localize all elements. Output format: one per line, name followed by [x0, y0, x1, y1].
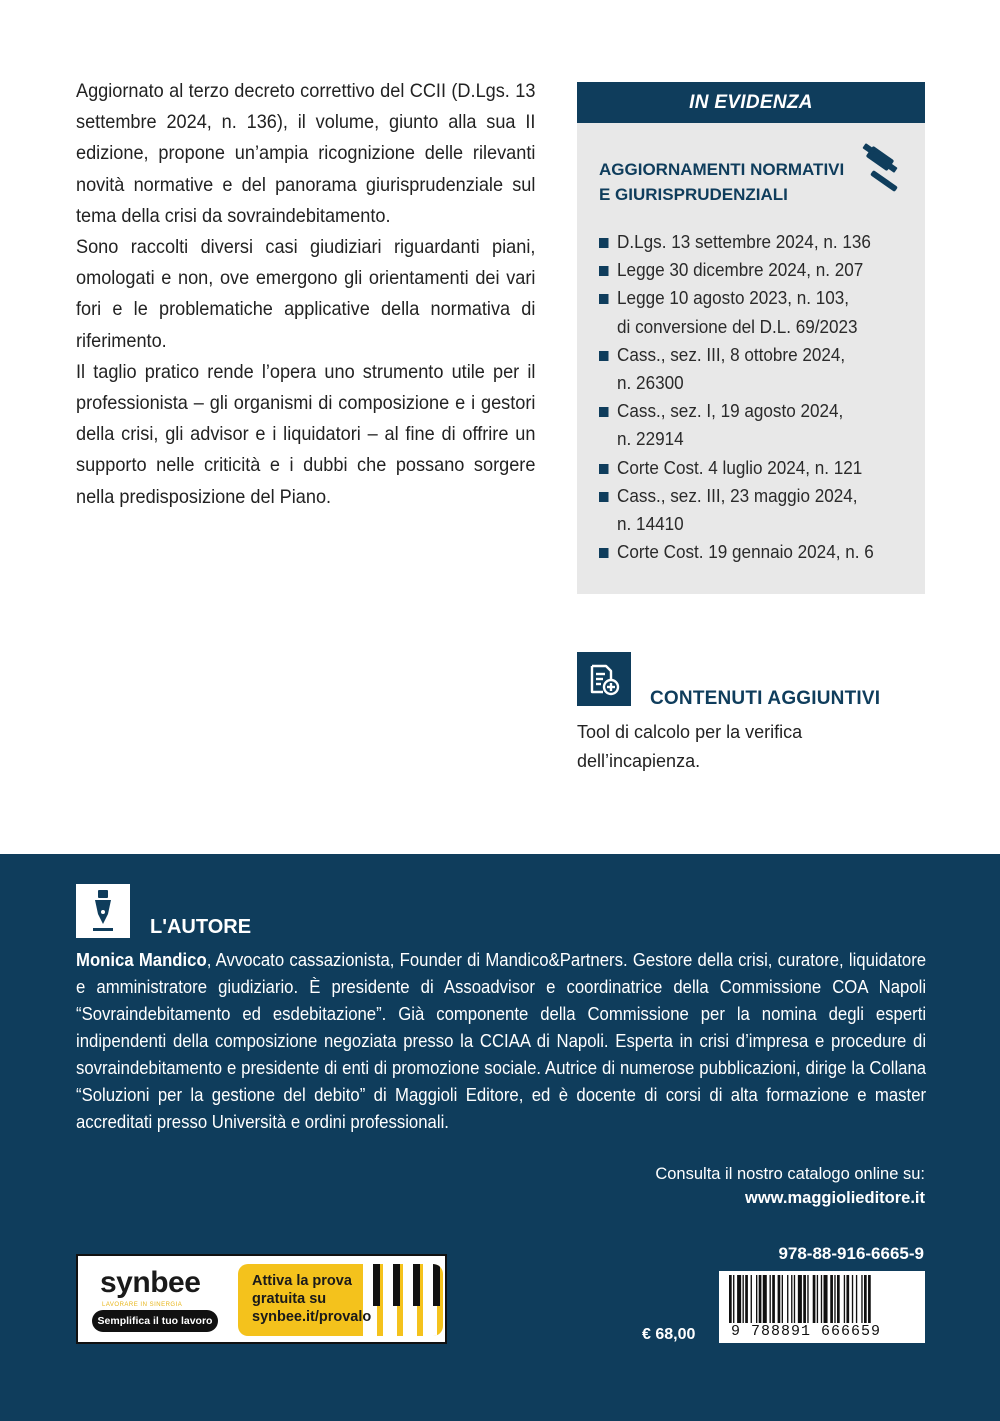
in-evidenza-title	[599, 157, 859, 207]
intro-paragraph: Aggiornato al terzo decreto correttivo del CCII (D.Lgs. 13 settembre 2024, n. 136), il volume, giunto alla sua II edizione, propone un’ampia ricognizione delle rilevanti novità normative e del panorama giurisprudenziale sul tema della crisi da sovraindebitamento.	[76, 80, 536, 227]
barcode-digits: 9 788891 666659	[731, 1323, 882, 1340]
barcode-bar	[733, 1275, 734, 1323]
barcode-bars	[719, 1271, 925, 1325]
list-item: Cass., sez. III, 23 maggio 2024, n. 14410	[599, 482, 903, 538]
barcode-bar	[794, 1275, 795, 1323]
list-item: D.Lgs. 13 settembre 2024, n. 136	[599, 228, 903, 256]
author-name: Monica Mandico	[76, 950, 207, 970]
barcode-bar	[737, 1275, 741, 1323]
in-evidenza-title-line: AGGIORNAMENTI NORMATIVI	[599, 160, 845, 179]
barcode-bar	[787, 1275, 788, 1323]
barcode-bar	[861, 1275, 862, 1323]
list-item: Corte Cost. 19 gennaio 2024, n. 6	[599, 538, 903, 566]
barcode-bar	[856, 1275, 857, 1323]
barcode-bar	[770, 1275, 771, 1323]
author-bio: Monica Mandico, Avvocato cassazionista, Founder di Mandico&Partners. Gestore della crisi, curatore, liquidatore e amministratore giudiziario. È presidente di Assoadvisor e coordinatrice della Commissione COA Napoli “Sovraindebitamento ed esdebitazione”. Già componente della Commissione per la nomina degli esperti indipendenti della composizione negoziata presso la CCIAA di Napoli. Esperta in crisi d’impresa e procedure di sovraindebitamento e presidente di enti di promozione sociale. Autrice di numerose pubblicazioni, dirige la Collana “Soluzioni per la gestione del debito” di Maggioli Editore, ed è docente di corsi di alta formazione e master accreditati presso Università e ordini professionali.	[76, 950, 927, 1132]
synbee-cta: Attiva la prova gratuita su synbee.it/provalo	[252, 1273, 372, 1325]
website-link[interactable]: www.maggiolieditore.it	[745, 1189, 925, 1207]
barcode	[719, 1271, 925, 1343]
barcode-bar	[751, 1275, 752, 1323]
price: € 68,00	[642, 1326, 696, 1343]
barcode-bar	[834, 1275, 835, 1323]
list-item: Legge 10 agosto 2023, n. 103, di conversione del D.L. 69/2023	[599, 284, 903, 340]
barcode-bar	[798, 1275, 802, 1323]
barcode-bar	[772, 1275, 775, 1323]
contenuti-aggiuntivi-text: Tool di calcolo per la verifica dell’incapienza.	[577, 722, 803, 771]
barcode-bar	[837, 1275, 840, 1323]
synbee-logo: synbee	[100, 1266, 201, 1299]
barcode-bar	[864, 1275, 867, 1323]
barcode-bar	[817, 1275, 818, 1323]
barcode-bar	[791, 1275, 792, 1323]
intro-paragraph: Il taglio pratico rende l’opera uno strumento utile per il professionista – gli organismi di composizione e i gestori della crisi, gli advisor e i liquidatori – al fine di offrire un supporto nelle criticità e i dubbi che possano sorgere nella predisposizione del Piano.	[76, 360, 536, 508]
barcode-bar	[846, 1275, 849, 1323]
synbee-cta-box[interactable]	[238, 1264, 443, 1336]
synbee-brand	[78, 1256, 228, 1342]
barcode-bar	[821, 1275, 822, 1323]
synbee-button[interactable]: Semplifica il tuo lavoro	[92, 1310, 218, 1332]
catalog-info: Consulta il nostro catalogo online su: www.maggiolieditore.it	[655, 1162, 925, 1210]
in-evidenza-panel	[577, 82, 925, 594]
intro-text	[76, 76, 535, 513]
barcode-bar	[803, 1275, 806, 1323]
barcode-bar	[745, 1275, 748, 1323]
barcode-bar	[756, 1275, 757, 1323]
list-item: Legge 30 dicembre 2024, n. 207	[599, 256, 903, 284]
barcode-bar	[729, 1275, 732, 1323]
intro-paragraph: Sono raccolti diversi casi giudiziari riguardanti piani, omologati e non, ove emergono gli orientamenti dei vari fori e le problematiche applicative della normativa di riferimento.	[76, 236, 536, 352]
barcode-bar	[759, 1275, 762, 1323]
document-plus-icon	[577, 652, 631, 706]
barcode-bar	[844, 1275, 845, 1323]
barcode-bar	[830, 1275, 833, 1323]
barcode-bar	[868, 1275, 871, 1323]
barcode-bar	[824, 1275, 828, 1323]
fountain-pen-icon	[76, 884, 130, 938]
barcode-bar	[763, 1275, 767, 1323]
list-item: Cass., sez. III, 8 ottobre 2024, n. 26300	[599, 341, 903, 397]
gavel-icon	[859, 138, 915, 194]
isbn: 978-88-916-6665-9	[778, 1244, 924, 1263]
barcode-bar	[782, 1275, 783, 1323]
list-item: Cass., sez. I, 19 agosto 2024, n. 22914	[599, 397, 903, 453]
autore-title: L'AUTORE	[150, 916, 252, 938]
barcode-bar	[743, 1275, 744, 1323]
contenuti-aggiuntivi-title: CONTENUTI AGGIUNTIVI	[650, 688, 881, 709]
list-item: Corte Cost. 4 luglio 2024, n. 121	[599, 454, 903, 482]
barcode-bar	[852, 1275, 853, 1323]
barcode-bar	[807, 1275, 808, 1323]
in-evidenza-title-line: E GIURISPRUDENZIALI	[599, 185, 788, 204]
barcode-bar	[813, 1275, 816, 1323]
synbee-ad[interactable]	[76, 1254, 447, 1344]
in-evidenza-list	[599, 228, 919, 566]
barcode-bar	[778, 1275, 781, 1323]
synbee-tagline: LAVORARE IN SINERGIA	[102, 1302, 183, 1308]
in-evidenza-header: IN EVIDENZA	[577, 82, 925, 123]
